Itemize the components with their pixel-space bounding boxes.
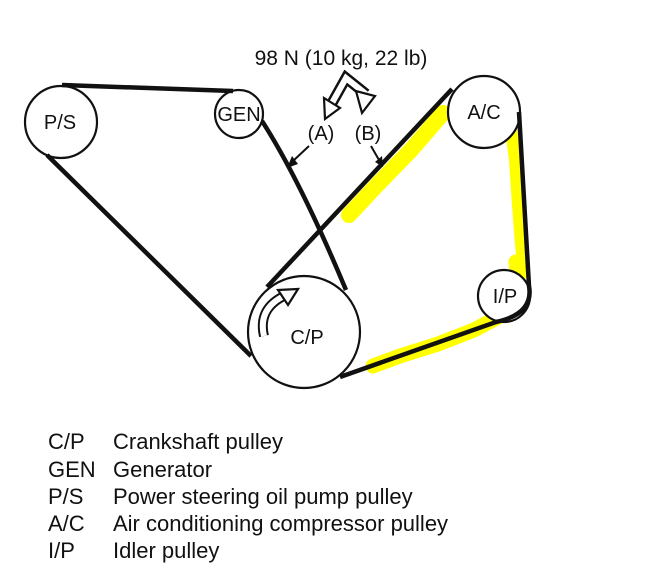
pointer-a-arrow-icon bbox=[287, 146, 309, 168]
pulley-ps-label: P/S bbox=[43, 112, 77, 134]
pulley-gen-label: GEN bbox=[217, 104, 261, 126]
belt-highlight-marks bbox=[349, 113, 524, 366]
pulley-ac-label: A/C bbox=[467, 102, 501, 124]
legend-desc: Idler pulley bbox=[113, 538, 220, 563]
legend-abbr: GEN bbox=[48, 457, 96, 482]
belt-b-label: (B) bbox=[354, 123, 382, 145]
legend-abbr: A/C bbox=[48, 511, 85, 536]
legend-desc: Air conditioning compressor pulley bbox=[113, 511, 449, 536]
pulley-cp-label: C/P bbox=[290, 327, 324, 349]
legend bbox=[48, 429, 448, 563]
tension-label: 98 N (10 kg, 22 lb) bbox=[254, 47, 428, 70]
legend-abbr: C/P bbox=[48, 429, 85, 454]
belt-line-cp-ps bbox=[47, 155, 251, 356]
tension-fork-arrow-icon bbox=[324, 78, 375, 119]
legend-desc: Power steering oil pump pulley bbox=[113, 484, 413, 509]
pulley-ip-label: I/P bbox=[492, 286, 518, 308]
legend-desc: Generator bbox=[113, 457, 213, 482]
legend-abbr: P/S bbox=[48, 484, 84, 509]
belt-line-a-gen-cp bbox=[262, 121, 346, 290]
legend-abbr: I/P bbox=[48, 538, 75, 563]
belt-line-b-cp-ac bbox=[267, 89, 452, 287]
belt-line-ps-gen bbox=[62, 85, 233, 91]
legend-desc: Crankshaft pulley bbox=[113, 429, 283, 454]
belt-a-label: (A) bbox=[307, 123, 335, 145]
pointer-b-arrow-icon bbox=[371, 146, 383, 167]
